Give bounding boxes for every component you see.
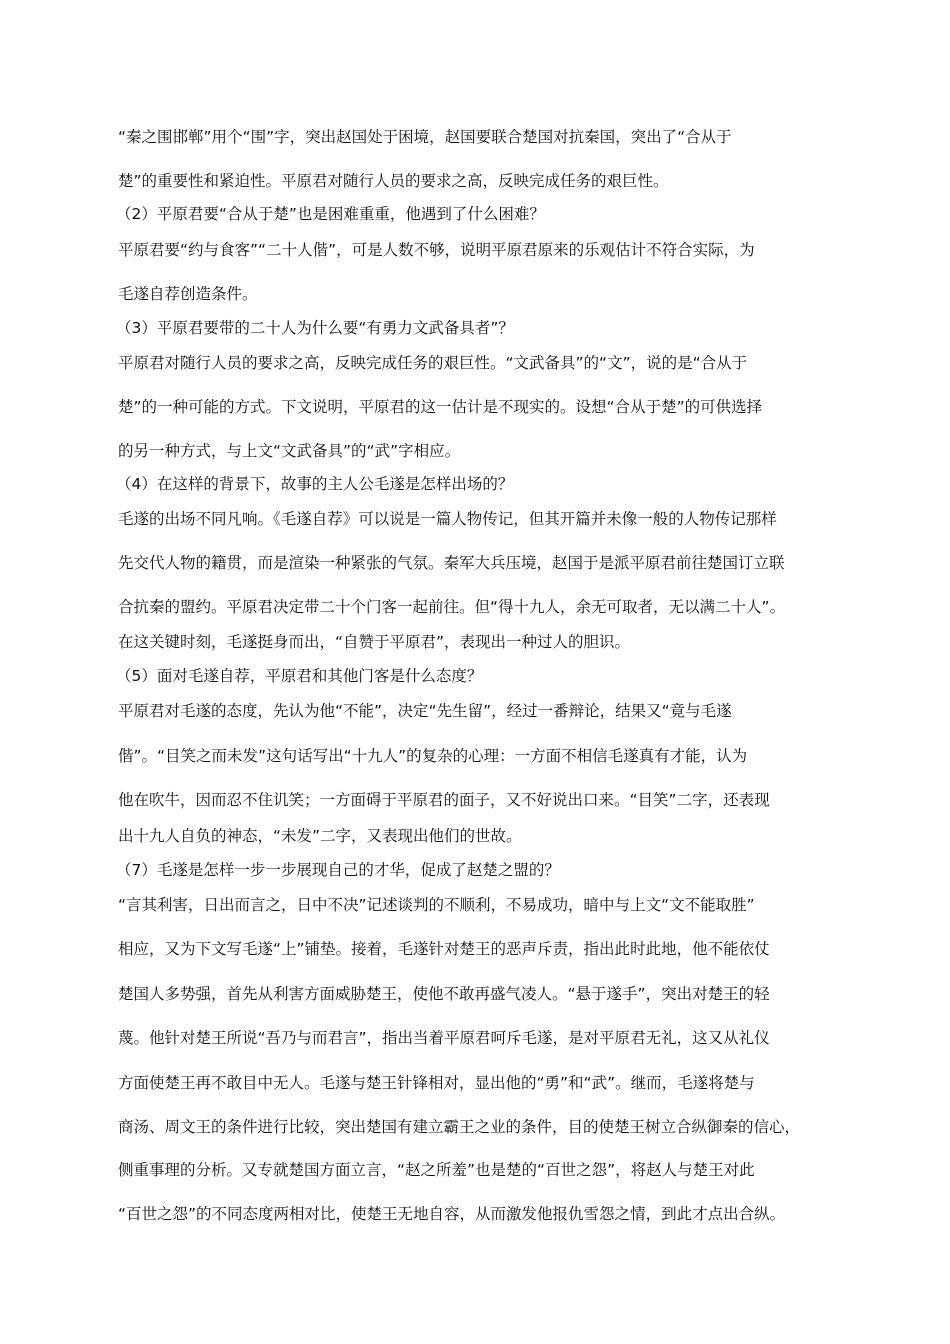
answer-line: 平原君对随行人员的要求之高，反映完成任务的艰巨性。“文武备具”的“文”，说的是“合从于 <box>118 354 748 372</box>
answer-line: 侧重事理的分析。又专就楚国方面立言，“赵之所羞”也是楚的“百世之怨”，将赵人与楚王对此 <box>118 1161 755 1179</box>
answer-line: 先交代人物的籍贯，而是渲染一种紧张的气氛。秦军大兵压境，赵国于是派平原君前往楚国订立联 <box>118 554 785 572</box>
answer-line: 在这关键时刻，毛遂挺身而出，“自赞于平原君”，表现出一种过人的胆识。 <box>118 633 631 651</box>
answer-line: 平原君要“约与食客”“二十人偕”，可是人数不够，说明平原君原来的乐观估计不符合实际，为 <box>118 241 755 259</box>
question-heading: （4）在这样的背景下，故事的主人公毛遂是怎样出场的？ <box>116 475 514 493</box>
question-heading: （5）面对毛遂自荐，平原君和其他门客是什么态度？ <box>116 667 483 685</box>
answer-line: “百世之怨”的不同态度两相对比，使楚王无地自容，从而激发他报仇雪怨之情，到此才点出合纵。 <box>118 1205 786 1223</box>
answer-line: 平原君对毛遂的态度，先认为他“不能”，决定“先生留”，经过一番辩论，结果又“竟与毛遂 <box>118 702 732 720</box>
answer-line: 楚”的一种可能的方式。下文说明，平原君的这一估计是不现实的。设想“合从于楚”的可供选择 <box>118 398 763 416</box>
answer-line: “言其利害，日出而言之，日中不决”记述谈判的不顺利，不易成功，暗中与上文“文不能取胜” <box>118 896 755 914</box>
question-heading: （3）平原君要带的二十人为什么要“有勇力文武备具者”？ <box>116 319 514 337</box>
answer-line: 合抗秦的盟约。平原君决定带二十个门客一起前往。但“得十九人，余无可取者，无以满二十人”。 <box>118 598 786 616</box>
question-heading: （2）平原君要“合从于楚”也是困难重重，他遇到了什么困难？ <box>116 205 545 223</box>
answer-line: 他在吹牛，因而忍不住讥笑；一方面碍于平原君的面子，又不好说出口来。“目笑”二字，还表现 <box>118 791 770 809</box>
answer-line: 的另一种方式，与上文“文武备具”的“武”字相应。 <box>118 442 461 460</box>
answer-line: 毛遂自荐创造条件。 <box>118 285 258 303</box>
answer-line: 方面使楚王再不敢目中无人。毛遂与楚王针锋相对，显出他的“勇”和“武”。继而，毛遂将楚与 <box>118 1074 755 1092</box>
answer-line: 蔑。他针对楚王所说“吾乃与而君言”，指出当着平原君呵斥毛遂，是对平原君无礼，这又从礼仪 <box>118 1029 770 1047</box>
answer-line: 楚”的重要性和紧迫性。平原君对随行人员的要求之高，反映完成任务的艰巨性。 <box>118 172 669 190</box>
answer-line: 偕”。“目笑之而未发”这句话写出“十九人”的复杂的心理：一方面不相信毛遂真有才能，认为 <box>118 747 748 765</box>
answer-line: 楚国人多势强，首先从利害方面威胁楚王，使他不敢再盛气凌人。“悬于遂手”，突出对楚王的轻 <box>118 985 770 1003</box>
question-heading: （7）毛遂是怎样一步一步展现自己的才华，促成了赵楚之盟的？ <box>116 861 560 879</box>
answer-line: “秦之围邯郸”用个“围”字，突出赵国处于困境，赵国要联合楚国对抗秦国，突出了“合从于 <box>118 128 732 146</box>
answer-line: 相应，又为下文写毛遂“上”铺垫。接着，毛遂针对楚王的恶声斥责，指出此时此地，他不能依仗 <box>118 940 770 958</box>
answer-line: 出十九人自负的神态，“未发”二字，又表现出他们的世故。 <box>118 827 522 845</box>
answer-line: 商汤、周文王的条件进行比较，突出楚国有建立霸王之业的条件，目的使楚王树立合纵御秦的信心， <box>118 1118 801 1136</box>
answer-line: 毛遂的出场不同凡响。《毛遂自荐》可以说是一篇人物传记，但其开篇并未像一般的人物传记那样 <box>118 510 777 528</box>
